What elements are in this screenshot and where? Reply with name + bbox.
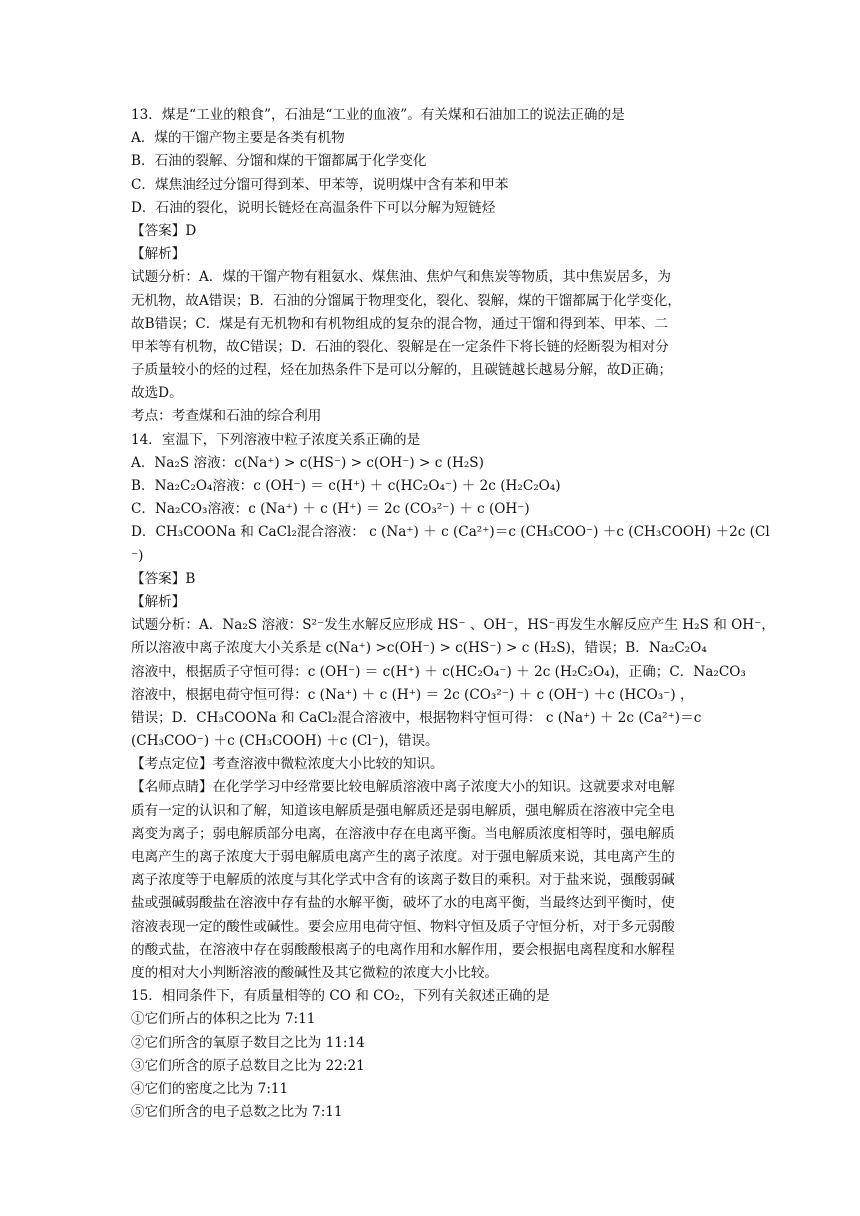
q15-item: ①它们所占的体积之比为 7:11: [131, 1011, 316, 1028]
q13-option-c: C．煤焦油经过分馏可得到苯、甲苯等，说明煤中含有苯和甲苯: [131, 176, 509, 193]
document-content: [131, 104, 775, 1124]
q14-teacher-note-line: 电离产生的离子浓度大于弱电解质电离产生的离子浓度。对于强电解质来说，其电离产生的: [131, 849, 675, 865]
q15-item: ②它们所含的氧原子数目之比为 11:14: [131, 1034, 365, 1051]
q14-analysis-label: 【解析】: [131, 593, 186, 610]
q13-key-point: 考点：考查煤和石油的综合利用: [131, 408, 322, 425]
q14-teacher-note-line: 度的相对大小判断溶液的酸碱性及其它微粒的浓度大小比较。: [131, 964, 499, 981]
q14-option-d: D．CH₃COONa 和 CaCl₂混合溶液： c (Na⁺) ＋ c (Ca²⁺)＝c (CH₃COO⁻) ＋c (CH₃COOH) ＋2c (Cl: [131, 524, 770, 541]
q14-teacher-note-line: 离变为离子；弱电解质部分电离，在溶液中存在电离平衡。当电解质浓度相等时，强电解质: [131, 825, 675, 842]
q14-teacher-note-line: 【名师点睛】在化学学习中经常要比较电解质溶液中离子浓度大小的知识。这就要求对电解: [131, 779, 675, 796]
q13-answer: 【答案】D: [131, 222, 197, 239]
q14-analysis-line: 试题分析：A．Na₂S 溶液：S²⁻发生水解反应形成 HS⁻ 、OH⁻，HS⁻再发生水解反应产生 H₂S 和 OH⁻，: [131, 617, 775, 634]
q13-analysis-label: 【解析】: [131, 246, 186, 263]
q14-analysis-line: 所以溶液中离子浓度大小关系是 c(Na⁺) >c(OH⁻) > c(HS⁻) > c (H₂S)，错误；B．Na₂C₂O₄: [131, 640, 707, 657]
q13-analysis-line: 甲苯等有机物，故C错误；D．石油的裂化、裂解是在一定条件下将长链的烃断裂为相对分: [131, 338, 669, 355]
q14-teacher-note-line: 溶液表现一定的酸性或碱性。要会应用电荷守恒、物料守恒及质子守恒分析，对于多元弱酸: [131, 918, 675, 935]
q15-stem: 15．相同条件下，有质量相等的 CO 和 CO₂，下列有关叙述正确的是: [131, 988, 550, 1005]
q14-teacher-note-line: 的酸式盐，在溶液中存在弱酸酸根离子的电离作用和水解作用，要会根据电离程度和水解程: [131, 941, 675, 958]
q14-teacher-note-line: 离子浓度等于电解质的浓度与其化学式中含有的该离子数目的乘积。对于盐来说，强酸弱碱: [131, 872, 675, 889]
q13-stem: 13．煤是“工业的粮食”，石油是“工业的血液”。有关煤和石油加工的说法正确的是: [131, 107, 625, 123]
q15-item: ⑤它们所含的电子总数之比为 7:11: [131, 1104, 343, 1121]
q13-option-a: A．煤的干馏产物主要是各类有机物: [131, 130, 345, 147]
q13-analysis-line: 故B错误；C．煤是有无机物和有机物组成的复杂的混合物，通过干馏和得到苯、甲苯、二: [131, 315, 668, 332]
q14-analysis-line: 溶液中，根据电荷守恒可得：c (Na⁺) ＋ c (H⁺) ＝ 2c (CO₃²⁻) ＋ c (OH⁻) ＋c (HCO₃⁻) ，: [131, 686, 694, 703]
q13-option-d: D．石油的裂化，说明长链烃在高温条件下可以分解为短链烃: [131, 199, 496, 216]
q14-analysis-line: (CH₃COO⁻) ＋c (CH₃COOH) ＋c (Cl⁻)，错误。: [131, 733, 439, 750]
q14-teacher-note-line: 盐或强碱弱酸盐在溶液中存有盐的水解平衡，破坏了水的电离平衡，当最终达到平衡时，使: [131, 895, 675, 912]
q14-answer: 【答案】B: [131, 570, 196, 587]
q13-analysis-line: 子质量较小的烃的过程，烃在加热条件下是可以分解的，且碳链越长越易分解，故D正确；: [131, 362, 673, 379]
q14-stem: 14．室温下，下列溶液中粒子浓度关系正确的是: [131, 431, 421, 448]
q13-analysis-line: 故选D。: [131, 385, 183, 402]
q13-option-b: B．石油的裂解、分馏和煤的干馏都属于化学变化: [131, 153, 427, 170]
q14-analysis-line: 溶液中，根据质子守恒可得：c (OH⁻) ＝ c(H⁺) ＋ c(HC₂O₄⁻) ＋ 2c (H₂C₂O₄)，正确；C．Na₂CO₃: [131, 663, 746, 680]
q14-teacher-note-line: 质有一定的认识和了解，知道该电解质是强电解质还是弱电解质，强电解质在溶液中完全电: [131, 802, 675, 819]
q14-option-a: A．Na₂S 溶液：c(Na⁺) > c(HS⁻) > c(OH⁻) > c (H₂S): [131, 454, 484, 471]
q14-analysis-line: 错误；D．CH₃COONa 和 CaCl₂混合溶液中，根据物料守恒可得： c (Na⁺) ＋ 2c (Ca²⁺)＝c: [131, 709, 702, 726]
q13-analysis-line: 无机物，故A错误；B．石油的分馏属于物理变化，裂化、裂解，煤的干馏都属于化学变化，: [131, 292, 681, 309]
q15-item: ③它们所含的原子总数目之比为 22:21: [131, 1057, 365, 1074]
q14-option-c: C．Na₂CO₃溶液：c (Na⁺) ＋ c (H⁺) ＝ 2c (CO₃²⁻) ＋ c (OH⁻): [131, 501, 530, 518]
q14-option-d-continued: ⁻): [131, 547, 144, 564]
q14-key-point: 【考点定位】考查溶液中微粒浓度大小比较的知识。: [131, 756, 444, 773]
q15-item: ④它们的密度之比为 7:11: [131, 1080, 289, 1097]
q14-option-b: B．Na₂C₂O₄溶液：c (OH⁻) ＝ c(H⁺) ＋ c(HC₂O₄⁻) ＋ 2c (H₂C₂O₄): [131, 478, 561, 494]
q13-analysis-line: 试题分析：A．煤的干馏产物有粗氨水、煤焦油、焦炉气和焦炭等物质，其中焦炭居多，为: [131, 269, 671, 286]
